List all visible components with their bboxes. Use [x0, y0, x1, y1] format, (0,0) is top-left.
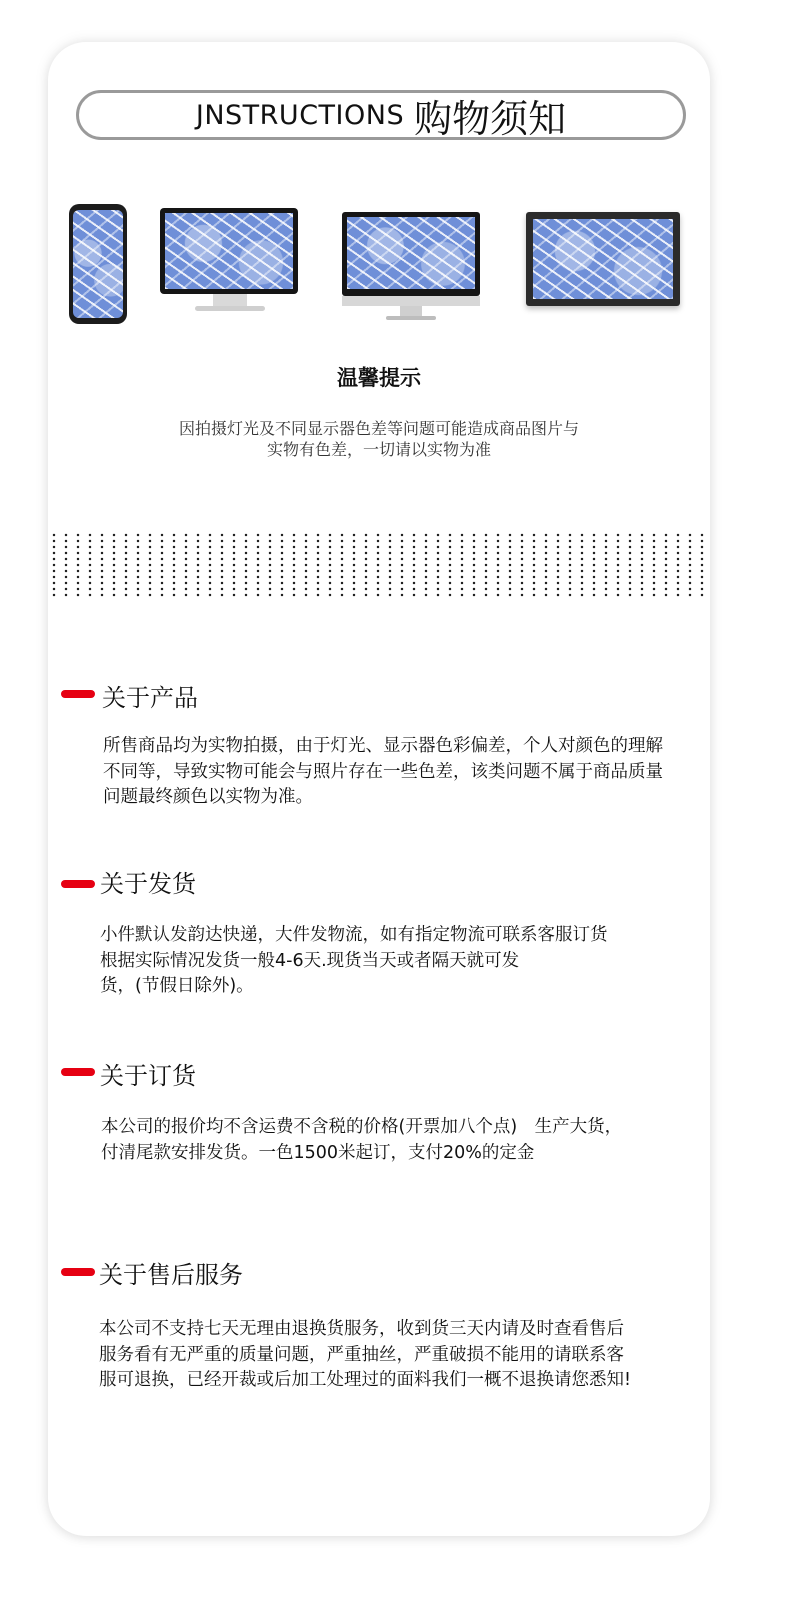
- section-body-shipping: [100, 923, 608, 1000]
- monitor-device-image-1: [160, 208, 298, 294]
- body-line: 根据实际情况发货一般4-6天.现货当天或者隔天就可发: [100, 950, 520, 971]
- section-marker: [61, 1068, 95, 1076]
- monitor-device-image-2: [342, 212, 480, 296]
- body-line: 问题最终颜色以实物为准。: [103, 787, 313, 807]
- instructions-card: [48, 42, 710, 1536]
- body-line: 小件默认发韵达快递，大件发物流，如有指定物流可联系客服订货: [100, 925, 608, 945]
- monitor-chin: [342, 296, 480, 306]
- monitor-stand: [400, 306, 422, 316]
- section-title-after-sales: 关于售后服务: [99, 1261, 243, 1289]
- section-marker: [61, 880, 95, 888]
- monitor-stand: [213, 294, 247, 306]
- body-line: 所售商品均为实物拍摄，由于灯光、显示器色彩偏差，个人对颜色的理解: [103, 736, 663, 756]
- fabric-sample-screen: [73, 210, 123, 318]
- section-body-after-sales: [99, 1317, 631, 1394]
- section-title-shipping: 关于发货: [100, 870, 196, 898]
- dot-pattern-divider: [48, 532, 710, 598]
- body-line: 本公司的报价均不含运费不含税的价格(开票加八个点) 生产大货，: [101, 1117, 623, 1137]
- section-marker: [61, 1268, 95, 1276]
- fabric-sample-screen: [165, 213, 293, 289]
- section-body-ordering: [101, 1115, 622, 1166]
- fabric-sample-screen: [347, 217, 475, 289]
- phone-device-image: [69, 204, 127, 324]
- fabric-sample-screen: [533, 219, 673, 299]
- section-marker: [61, 690, 95, 698]
- body-line: 货，(节假日除外)。: [100, 976, 254, 996]
- monitor-base: [386, 316, 436, 320]
- tablet-device-image: [526, 212, 680, 306]
- body-line: 付清尾款安排发货。一色1500米起订，支付20%的定金: [101, 1142, 535, 1163]
- body-line: 服务看有无严重的质量问题，严重抽丝，严重破损不能用的请联系客: [99, 1344, 624, 1365]
- section-title-ordering: 关于订货: [100, 1062, 196, 1090]
- section-body-product: [103, 734, 663, 811]
- section-title-product: 关于产品: [102, 684, 198, 712]
- tip-text-line: 因拍摄灯光及不同显示器色差等问题可能造成商品图片与: [178, 419, 579, 438]
- body-line: 服可退换，已经开裁或后加工处理过的面料我们一概不退换请您悉知!: [99, 1370, 632, 1390]
- tip-text-line: 实物有色差，一切请以实物为准: [266, 440, 491, 459]
- body-line: 不同等，导致实物可能会与照片存在一些色差，该类问题不属于商品质量: [103, 761, 663, 782]
- title-chinese: 购物须知: [414, 96, 567, 141]
- tip-title: 温馨提示: [337, 366, 421, 390]
- monitor-base: [195, 306, 265, 311]
- body-line: 本公司不支持七天无理由退换货服务，收到货三天内请及时查看售后: [99, 1319, 624, 1339]
- title-english: JNSTRUCTIONS: [195, 99, 405, 131]
- title-banner: [76, 90, 686, 140]
